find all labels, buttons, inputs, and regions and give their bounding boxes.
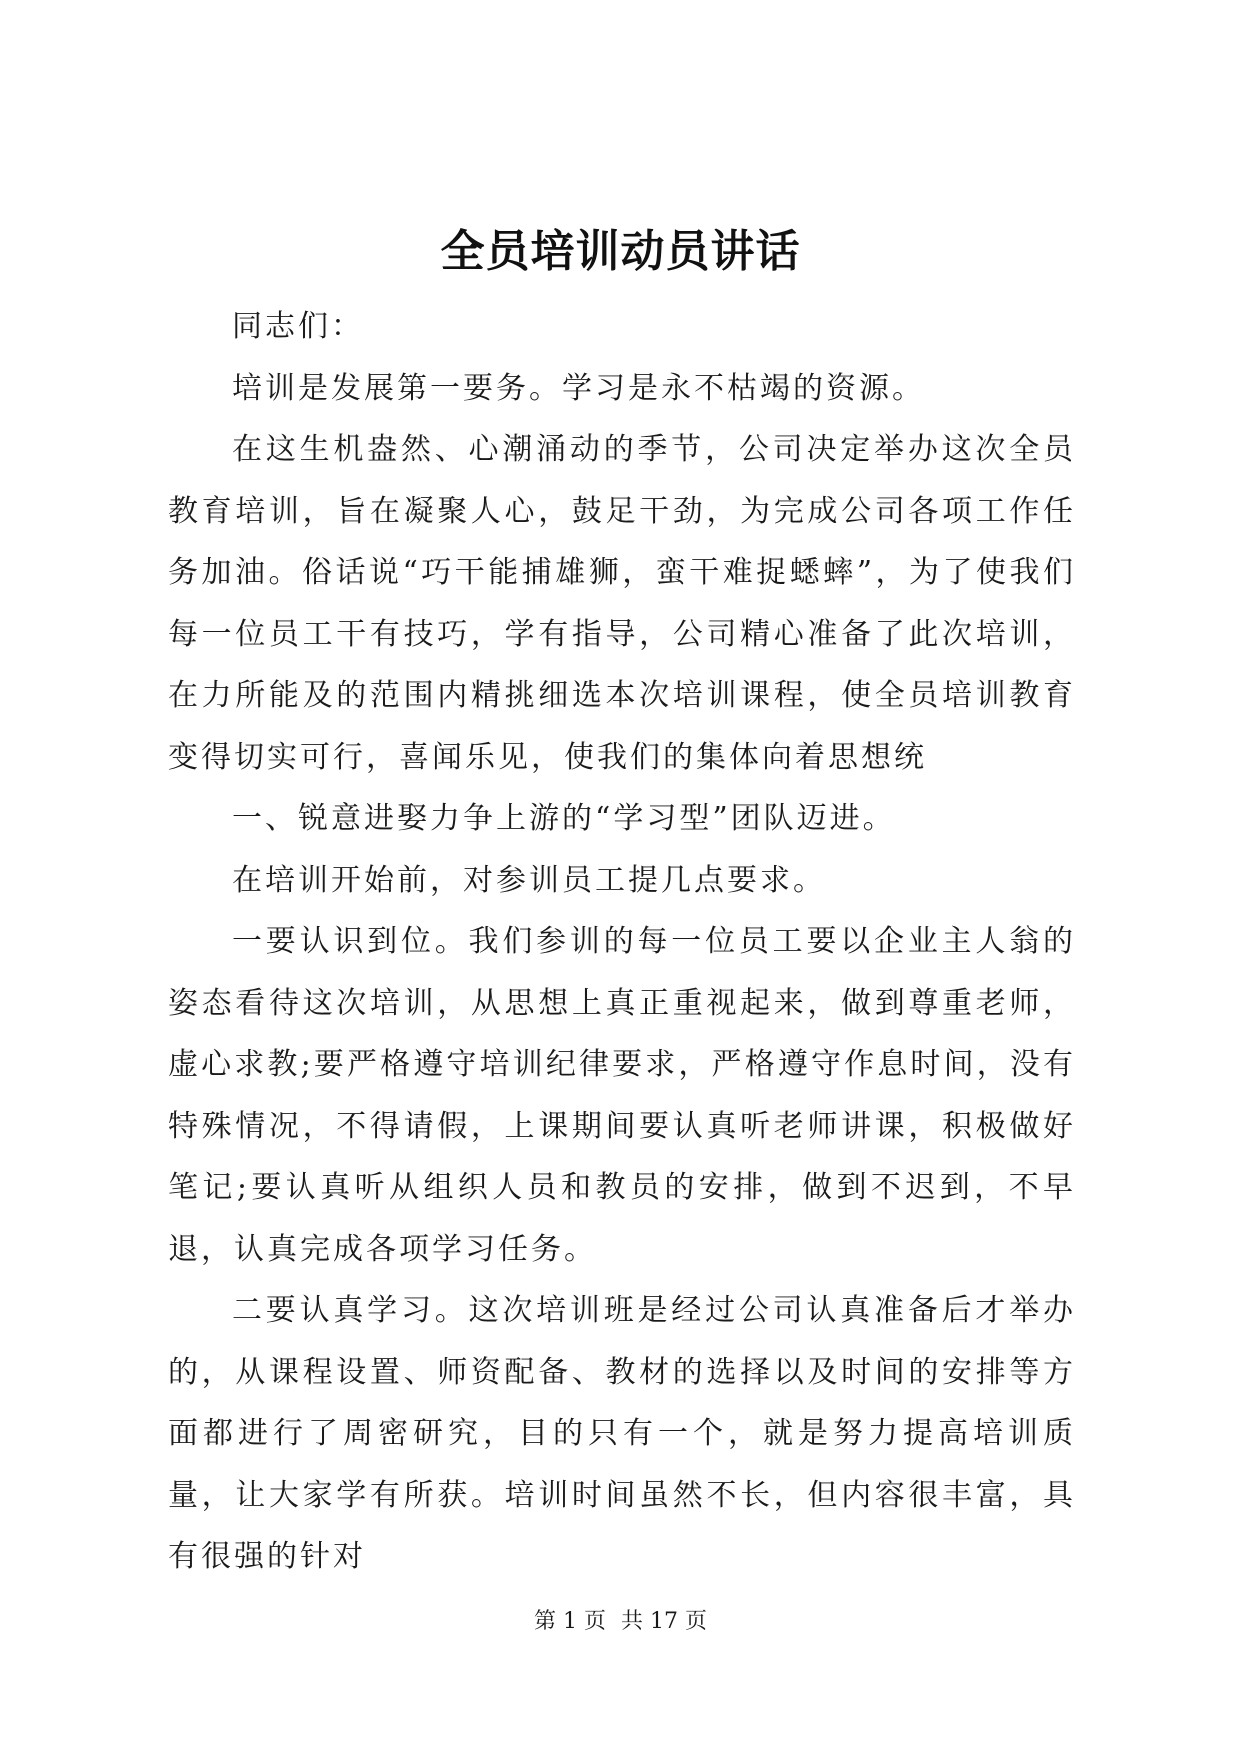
section-heading: 一、锐意进娶力争上游的“学习型”团队迈进。	[232, 801, 896, 836]
paragraph: 培训是发展第一要务。学习是永不枯竭的资源。	[232, 370, 925, 406]
paragraph: 一要认识到位。我们参训的每一位员工要以企业主人翁的姿态看待这次培训，从思想上真正重视起来，做到尊重老师，虚心求教;要严格遵守培训纪律要求，严格遵守作息时间，没有特殊情况，不得请假，上课期间要认真听老师讲课，积极做好笔记;要认真听从组织人员和教员的安排，做到不迟到，不早退，认真完成各项学习任务。	[168, 924, 1076, 1267]
paragraph: 在这生机盎然、心潮涌动的季节，公司决定举办这次全员教育培训，旨在凝聚人心，鼓足干劲，为完成公司各项工作任务加油。俗话说“巧干能捕雄狮，蛮干难捉蟋蟀”，为了使我们每一位员工干有技巧，学有指导，公司精心准备了此次培训，在力所能及的范围内精挑细选本次培训课程，使全员培训教育变得切实可行，喜闻乐见，使我们的集体向着思想统	[168, 432, 1076, 775]
paragraph: 在培训开始前，对参训员工提几点要求。	[232, 862, 826, 898]
page-number: 第 1 页	[534, 1609, 606, 1634]
document-title: 全员培训动员讲话	[440, 226, 801, 277]
page-footer	[0, 1607, 1241, 1637]
page-total: 共 17 页	[621, 1609, 707, 1634]
document-body	[168, 296, 1076, 1588]
paragraph: 二要认真学习。这次培训班是经过公司认真准备后才举办的，从课程设置、师资配备、教材的选择以及时间的安排等方面都进行了周密研究，目的只有一个，就是努力提高培训质量，让大家学有所获。培训时间虽然不长，但内容很丰富，具有很强的针对	[168, 1293, 1076, 1574]
salutation: 同志们：	[232, 309, 364, 344]
